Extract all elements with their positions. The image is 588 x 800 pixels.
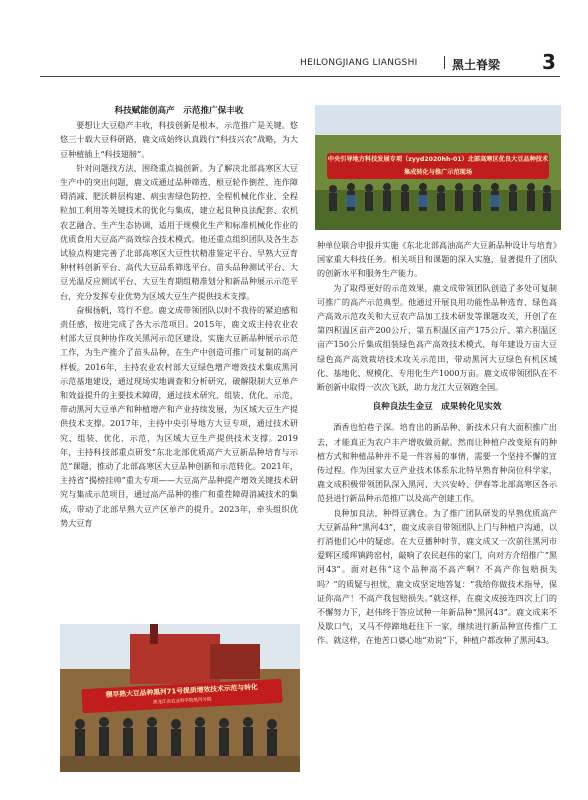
running-header-en: HEILONGJIANG LIANGSHI (300, 58, 418, 68)
right-paragraph-continued: 种单位联合申报并实施《东北北部高油高产大豆新品种设计与培育》国家重大科技任务。相关项目和课题的深入实施，显著提升了团队的创新水平和服务生产能力。 (317, 240, 557, 279)
running-header-cn: 黑土脊梁 (452, 58, 501, 72)
right-paragraph: 为了取得更好的示范效果，鹿文成带领团队创造了多处可复制可推广的高产示范典型。他通过开展良用功能性品种选育、绿色高产高效示范攻关和大豆农产品加工技术研发等课题攻关，开创了在第四积温区亩产200公斤、第五积温区亩产175公斤、第六积温区亩产150公斤集成组装绿色高产高效技术模式，每年建设万亩大豆绿色高产高效栽培技术攻关示范田，带动黑河大豆绿色有机区域化、基地化、规模化、专用化生产1000万亩。鹿文成带领团队在不断创新中取得一次次飞跃，助力龙江大豆领跑全国。 (317, 282, 557, 393)
right-paragraph: 良种加良法，种得豆满仓。为了推广团队研发的早熟优质高产大豆新品种“黑河43”，鹿文成亲自带领团队上门与种植户沟通，以打消他们心中的疑虑。在大豆播种时节，鹿文成又一次前往黑河市爱辉区瑷珲镇跨窑村，敲响了农民赵伟的家门，向对方介绍推广“黑河43”。面对赵伟“这个品种高不高产啊？不高产你包赔损失吗？”的质疑与担忧，鹿文成坚定地答复：“我给你做技术指导，保证你高产！不高产我包赔损失。”就这样，在鹿文成接连四次上门的不懈努力下，赵伟终于答应试种一年新品种“黑河43”。鹿文成来不及歇口气，又马不停蹄地赶往下一家，继续进行新品种宣传推广工作。就这样，在他苦口婆心地“劝说”下，种植户都改种了黑河43。 (317, 507, 557, 646)
right-paragraph: 酒香也怕巷子深。培育出的新品种、新技术只有大面积推广出去，才能真正为农户丰产增收做贡献。然而让种植户改变原有的种植方式和种植品种并不是一件容易的事情，需要一个坚持不懈的宣传过程。作为国家大豆产业技术体系东北特早熟育种岗位科学家，鹿文成积极带领团队深入黑河、大兴安岭、伊春等北部高寒区各示范县进行新品种示范推广以及高产创建工作。 (317, 422, 557, 504)
left-paragraph: 针对问题找方法，围绕重点搞创新。为了解决北部高寒区大豆生产中的突出问题，鹿文成通过品种筛选、根豆轮作倒茬、连作障碍消减、肥沃耕层构建、病虫害绿色防控、全程机械化作业、全程粒加工利用等关键技术的优化与集成，建立起良种良法配套、农机农艺融合、生产生态协调，适用于规模化生产和标准机械化作业的优质食用大豆高产高效综合技术模式。他还重点组织团队及各生态试验点构建完善了北部高寒区大豆性状精准鉴定平台、早熟大豆育种材料创新平台、高代大豆品系筛选平台、苗头品种测试平台、大豆光温反应测试平台、大豆生育期组精准划分和新品种展示示范平台，充分发挥专业优势为区域大豆生产提供技术支撑。 (60, 162, 298, 301)
header-separator (444, 56, 445, 69)
harvest-demo-group-photo (60, 624, 300, 772)
left-column (60, 104, 298, 530)
section-title-1: 科技赋能创高产 示范推广保丰收 (114, 106, 244, 116)
top-photo-banner: 中央引导地方科技发展专项（zyyd2020hh-01）北部高寒区优良大豆品种技术集成转化与推广示范现场 (327, 153, 549, 179)
page-number: 3 (542, 50, 556, 74)
bottom-banner-subtitle: 黑龙江省农业科学院黑河分院 (152, 697, 212, 706)
bottom-banner-title: 稷早熟大豆品种黑河71号提质增效技术示范与转化 (105, 683, 258, 699)
field-demo-group-photo (315, 105, 561, 230)
left-paragraph: 要想让大豆稳产丰收，科技创新是根本，示范推广是关键。悠悠三十载大豆科研路，鹿文成始终认真践行“科技兴农”战略，为大豆种植插上“科技翅膀”。 (60, 120, 298, 159)
section-title-2: 良种良法生金豆 成果转化见实效 (372, 402, 502, 413)
header-rule (40, 76, 560, 77)
right-column (317, 238, 557, 648)
left-paragraph: 奋楫扬帆，笃行不怠。鹿文成带领团队以时不我待的紧迫感和责任感，按进完成了各大示范项目。2015年，鹿文成主持农业农村部大豆良种协作攻关黑河示范区建设，实施大豆新品种展示示范工作，为生产推介了苗头品种，在生产中创造可推广可复制的高产样板。2016年，主持农业农村部大豆绿色增产增效技术集成黑河示范基地建设，通过现场实地调查和分析研究，破解限制大豆单产和效益提升的主要技术障碍，通过技术研究、组装、优化、示范，带动黑河大豆单产和种植增产和产业持续发展，为区域大豆生产提供技术支撑。2017年，主持中央引导地方大豆专项，通过技术研究、组装、优化、示范，为区域大豆生产提供技术支撑。2019年，主持科技部重点研发“东北北部优质高产大豆新品种培育与示范”课题，推动了北部高寒区大豆品种创新和示范转化。2021年，主持省“揭榜挂帅”重大专项——大豆高产品种提产增效关键技术研究与集成示范项目，通过高产品种的推广和重茬障碍消减技术的集成，带动了北部早熟大豆产区单产的提升。2023年，牵头组织优势大豆育 (60, 304, 298, 528)
